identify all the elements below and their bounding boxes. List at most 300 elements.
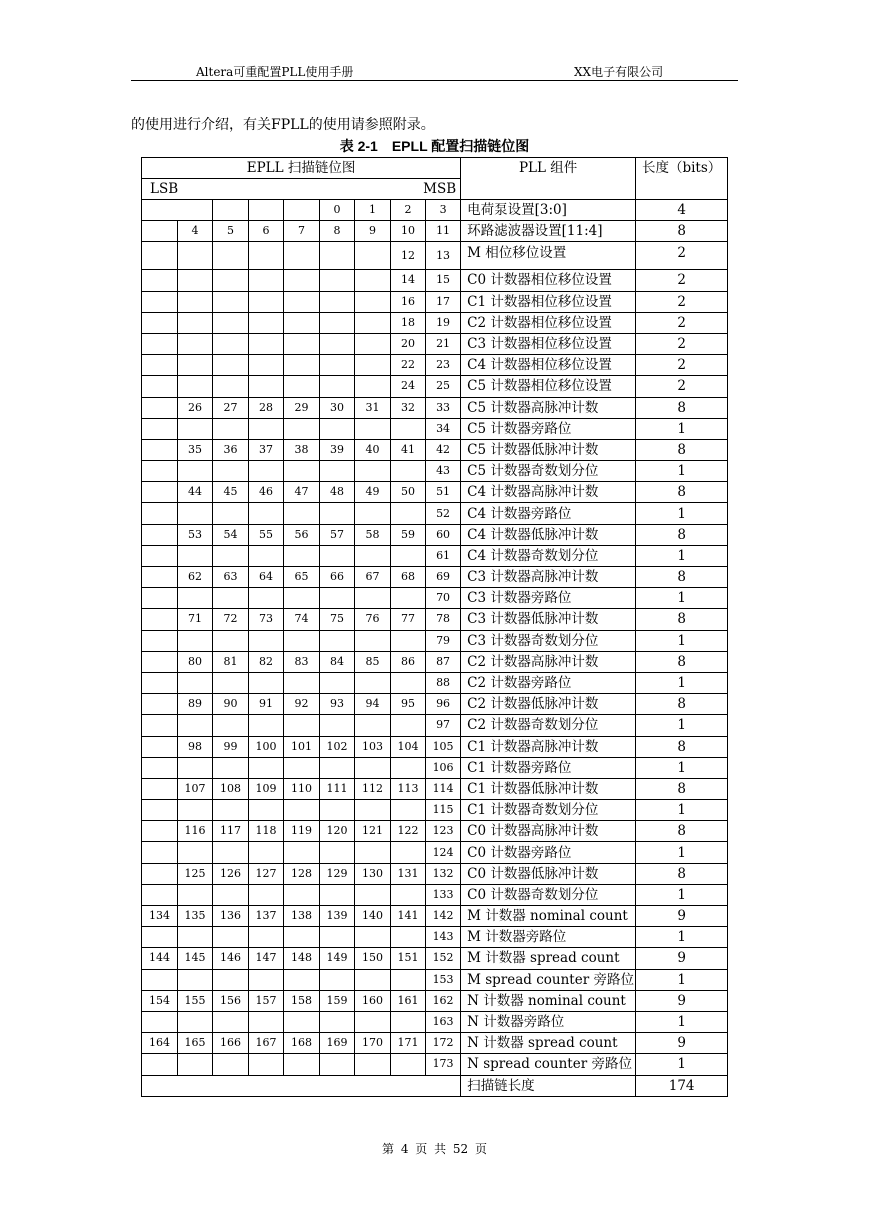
bit-cell bbox=[213, 376, 249, 397]
bit-cell: 30 bbox=[320, 397, 355, 418]
bit-cell: 147 bbox=[249, 948, 284, 969]
bit-cell bbox=[355, 242, 391, 270]
bit-cell: 74 bbox=[284, 609, 320, 630]
component-cell: C2 计数器低脉冲计数 bbox=[461, 694, 636, 715]
bit-cell bbox=[391, 884, 426, 905]
bit-cell bbox=[391, 757, 426, 778]
bit-cell bbox=[213, 291, 249, 312]
bit-cell bbox=[213, 545, 249, 566]
bit-cell bbox=[391, 969, 426, 990]
bit-cell: 19 bbox=[426, 312, 461, 333]
bit-cell bbox=[249, 545, 284, 566]
bit-cell: 86 bbox=[391, 651, 426, 672]
bit-cell: 28 bbox=[249, 397, 284, 418]
bit-cell bbox=[355, 800, 391, 821]
bit-cell bbox=[249, 333, 284, 354]
bit-cell: 53 bbox=[178, 524, 213, 545]
bit-cell bbox=[213, 1011, 249, 1032]
length-cell: 2 bbox=[636, 312, 728, 333]
bit-cell: 141 bbox=[391, 906, 426, 927]
table-row bbox=[142, 1054, 728, 1075]
component-cell: C3 计数器奇数划分位 bbox=[461, 630, 636, 651]
bit-cell bbox=[355, 333, 391, 354]
bit-cell bbox=[249, 672, 284, 693]
component-cell: C2 计数器奇数划分位 bbox=[461, 715, 636, 736]
length-cell: 9 bbox=[636, 990, 728, 1011]
bit-cell: 64 bbox=[249, 567, 284, 588]
bit-cell bbox=[391, 1054, 426, 1075]
table-row bbox=[142, 376, 728, 397]
length-cell: 8 bbox=[636, 736, 728, 757]
bit-cell bbox=[178, 588, 213, 609]
length-cell: 1 bbox=[636, 418, 728, 439]
component-cell: N spread counter 旁路位 bbox=[461, 1054, 636, 1075]
bit-cell bbox=[284, 376, 320, 397]
component-cell: C4 计数器旁路位 bbox=[461, 503, 636, 524]
component-cell: M 计数器旁路位 bbox=[461, 927, 636, 948]
bit-cell bbox=[213, 672, 249, 693]
table-row bbox=[142, 863, 728, 884]
bit-cell: 56 bbox=[284, 524, 320, 545]
bit-cell bbox=[213, 333, 249, 354]
bit-cell bbox=[142, 524, 178, 545]
bit-cell: 41 bbox=[391, 439, 426, 460]
bit-cell: 50 bbox=[391, 482, 426, 503]
bit-cell: 79 bbox=[426, 630, 461, 651]
bit-cell bbox=[213, 242, 249, 270]
bit-cell bbox=[320, 270, 355, 291]
bit-cell bbox=[284, 461, 320, 482]
bit-cell: 109 bbox=[249, 778, 284, 799]
length-cell: 8 bbox=[636, 221, 728, 242]
bit-cell bbox=[391, 588, 426, 609]
bit-cell bbox=[249, 461, 284, 482]
bit-cell: 143 bbox=[426, 927, 461, 948]
component-cell: C3 计数器旁路位 bbox=[461, 588, 636, 609]
bit-cell: 48 bbox=[320, 482, 355, 503]
component-cell: M 计数器 nominal count bbox=[461, 906, 636, 927]
bit-cell: 59 bbox=[391, 524, 426, 545]
bit-cell bbox=[355, 1054, 391, 1075]
bit-cell: 3 bbox=[426, 200, 461, 221]
bit-cell bbox=[213, 757, 249, 778]
bit-cell: 155 bbox=[178, 990, 213, 1011]
bit-cell bbox=[142, 439, 178, 460]
table-row bbox=[142, 821, 728, 842]
component-cell: C5 计数器旁路位 bbox=[461, 418, 636, 439]
bit-cell bbox=[142, 376, 178, 397]
bit-cell bbox=[355, 461, 391, 482]
bit-cell: 91 bbox=[249, 694, 284, 715]
bit-cell bbox=[355, 312, 391, 333]
bit-cell: 29 bbox=[284, 397, 320, 418]
bit-cell: 150 bbox=[355, 948, 391, 969]
bit-cell: 148 bbox=[284, 948, 320, 969]
bit-cell: 130 bbox=[355, 863, 391, 884]
component-cell: C1 计数器相位移位设置 bbox=[461, 291, 636, 312]
bit-cell bbox=[320, 461, 355, 482]
component-cell: C5 计数器高脉冲计数 bbox=[461, 397, 636, 418]
bit-cell: 35 bbox=[178, 439, 213, 460]
bit-cell bbox=[391, 800, 426, 821]
bit-cell: 85 bbox=[355, 651, 391, 672]
bit-cell: 49 bbox=[355, 482, 391, 503]
bit-cell bbox=[320, 1011, 355, 1032]
bit-cell: 65 bbox=[284, 567, 320, 588]
bit-cell bbox=[142, 461, 178, 482]
bit-cell: 158 bbox=[284, 990, 320, 1011]
bit-cell bbox=[142, 694, 178, 715]
bit-cell bbox=[213, 355, 249, 376]
component-cell: C3 计数器低脉冲计数 bbox=[461, 609, 636, 630]
bit-cell bbox=[320, 630, 355, 651]
bit-cell: 164 bbox=[142, 1033, 178, 1054]
bit-cell bbox=[355, 969, 391, 990]
table-row bbox=[142, 736, 728, 757]
bit-cell bbox=[142, 503, 178, 524]
bit-cell: 46 bbox=[249, 482, 284, 503]
bit-cell: 44 bbox=[178, 482, 213, 503]
table-row bbox=[142, 524, 728, 545]
bit-cell: 102 bbox=[320, 736, 355, 757]
bit-cell bbox=[142, 609, 178, 630]
bit-cell: 173 bbox=[426, 1054, 461, 1075]
table-row bbox=[142, 418, 728, 439]
component-cell: C1 计数器奇数划分位 bbox=[461, 800, 636, 821]
bit-cell bbox=[284, 884, 320, 905]
table-header-row bbox=[142, 158, 728, 179]
bit-cell bbox=[249, 800, 284, 821]
bit-cell bbox=[284, 672, 320, 693]
bit-cell: 142 bbox=[426, 906, 461, 927]
bit-cell bbox=[284, 333, 320, 354]
bit-cell bbox=[320, 1054, 355, 1075]
bit-cell bbox=[249, 884, 284, 905]
bit-cell: 104 bbox=[391, 736, 426, 757]
bit-cell bbox=[284, 588, 320, 609]
bit-cell bbox=[142, 1054, 178, 1075]
bit-cell bbox=[213, 503, 249, 524]
bit-cell bbox=[178, 461, 213, 482]
bit-cell bbox=[284, 800, 320, 821]
bit-cell bbox=[142, 651, 178, 672]
bit-cell: 70 bbox=[426, 588, 461, 609]
bit-cell bbox=[249, 270, 284, 291]
header-right: XX电子有限公司 bbox=[574, 65, 664, 79]
length-cell: 2 bbox=[636, 242, 728, 270]
bit-cell: 160 bbox=[355, 990, 391, 1011]
component-cell: N 计数器 nominal count bbox=[461, 990, 636, 1011]
total-component-cell: 扫描链长度 bbox=[461, 1075, 636, 1096]
table-row bbox=[142, 715, 728, 736]
table-row bbox=[142, 609, 728, 630]
bit-cell: 37 bbox=[249, 439, 284, 460]
bit-cell bbox=[355, 418, 391, 439]
bit-cell bbox=[178, 927, 213, 948]
table-row bbox=[142, 969, 728, 990]
bit-cell: 45 bbox=[213, 482, 249, 503]
bit-cell: 1 bbox=[355, 200, 391, 221]
bit-cell: 154 bbox=[142, 990, 178, 1011]
table-row bbox=[142, 482, 728, 503]
component-cell: M 计数器 spread count bbox=[461, 948, 636, 969]
bit-cell: 72 bbox=[213, 609, 249, 630]
bit-cell: 161 bbox=[391, 990, 426, 1011]
bit-cell bbox=[284, 927, 320, 948]
bit-cell: 133 bbox=[426, 884, 461, 905]
length-cell: 2 bbox=[636, 270, 728, 291]
bit-cell bbox=[178, 333, 213, 354]
bit-cell: 153 bbox=[426, 969, 461, 990]
bit-cell: 69 bbox=[426, 567, 461, 588]
bit-cell bbox=[178, 715, 213, 736]
bit-cell: 94 bbox=[355, 694, 391, 715]
bit-cell bbox=[213, 969, 249, 990]
bit-cell bbox=[249, 418, 284, 439]
bit-cell bbox=[213, 842, 249, 863]
bit-cell bbox=[142, 312, 178, 333]
bit-cell: 138 bbox=[284, 906, 320, 927]
component-cell: 环路滤波器设置[11:4] bbox=[461, 221, 636, 242]
bit-cell: 126 bbox=[213, 863, 249, 884]
bit-cell: 149 bbox=[320, 948, 355, 969]
bit-cell: 88 bbox=[426, 672, 461, 693]
bit-cell bbox=[178, 884, 213, 905]
bit-cell: 114 bbox=[426, 778, 461, 799]
bit-cell bbox=[178, 1054, 213, 1075]
bit-cell: 57 bbox=[320, 524, 355, 545]
bit-cell bbox=[249, 291, 284, 312]
bit-cell: 125 bbox=[178, 863, 213, 884]
msb-label: MSB bbox=[423, 181, 457, 197]
component-cell: C4 计数器奇数划分位 bbox=[461, 545, 636, 566]
bit-cell: 128 bbox=[284, 863, 320, 884]
table-row bbox=[142, 567, 728, 588]
bit-cell bbox=[284, 630, 320, 651]
component-cell: C2 计数器旁路位 bbox=[461, 672, 636, 693]
bit-cell: 122 bbox=[391, 821, 426, 842]
component-cell: C4 计数器高脉冲计数 bbox=[461, 482, 636, 503]
bit-cell bbox=[284, 842, 320, 863]
component-cell: 电荷泵设置[3:0] bbox=[461, 200, 636, 221]
bit-cell: 4 bbox=[178, 221, 213, 242]
total-row bbox=[142, 1075, 728, 1096]
bit-cell: 90 bbox=[213, 694, 249, 715]
bit-cell: 62 bbox=[178, 567, 213, 588]
bit-cell bbox=[178, 545, 213, 566]
bit-cell bbox=[355, 672, 391, 693]
bit-cell bbox=[391, 503, 426, 524]
bit-cell bbox=[355, 630, 391, 651]
bit-cell: 113 bbox=[391, 778, 426, 799]
bit-cell bbox=[320, 715, 355, 736]
length-cell: 1 bbox=[636, 969, 728, 990]
component-header: PLL 组件 bbox=[461, 158, 636, 200]
bit-cell bbox=[320, 588, 355, 609]
component-cell: C5 计数器相位移位设置 bbox=[461, 376, 636, 397]
bit-cell: 87 bbox=[426, 651, 461, 672]
component-cell: C0 计数器相位移位设置 bbox=[461, 270, 636, 291]
component-cell: C2 计数器相位移位设置 bbox=[461, 312, 636, 333]
bit-cell bbox=[249, 715, 284, 736]
bit-cell bbox=[284, 1054, 320, 1075]
bit-cell bbox=[249, 376, 284, 397]
bit-cell bbox=[142, 355, 178, 376]
bit-cell bbox=[391, 842, 426, 863]
bit-cell: 115 bbox=[426, 800, 461, 821]
bit-cell: 52 bbox=[426, 503, 461, 524]
bit-cell bbox=[142, 736, 178, 757]
bit-cell: 139 bbox=[320, 906, 355, 927]
length-cell: 4 bbox=[636, 200, 728, 221]
bit-cell: 82 bbox=[249, 651, 284, 672]
bit-cell bbox=[391, 927, 426, 948]
bit-cell: 159 bbox=[320, 990, 355, 1011]
table-row bbox=[142, 778, 728, 799]
bit-cell bbox=[320, 800, 355, 821]
bit-cell bbox=[142, 1011, 178, 1032]
bit-cell bbox=[142, 291, 178, 312]
bit-cell: 110 bbox=[284, 778, 320, 799]
bit-cell bbox=[284, 503, 320, 524]
bit-cell: 12 bbox=[391, 242, 426, 270]
table-row bbox=[142, 312, 728, 333]
bit-cell: 132 bbox=[426, 863, 461, 884]
bit-cell bbox=[284, 757, 320, 778]
component-cell: C0 计数器低脉冲计数 bbox=[461, 863, 636, 884]
bit-cell bbox=[249, 355, 284, 376]
bit-cell: 165 bbox=[178, 1033, 213, 1054]
length-cell: 1 bbox=[636, 1054, 728, 1075]
header-left: Altera可重配置PLL使用手册 bbox=[196, 65, 354, 79]
bit-cell: 98 bbox=[178, 736, 213, 757]
bit-cell bbox=[142, 863, 178, 884]
bit-cell: 101 bbox=[284, 736, 320, 757]
bit-cell: 61 bbox=[426, 545, 461, 566]
length-cell: 9 bbox=[636, 1033, 728, 1054]
bit-cell: 152 bbox=[426, 948, 461, 969]
bit-cell bbox=[142, 672, 178, 693]
bit-cell: 8 bbox=[320, 221, 355, 242]
bit-cell: 97 bbox=[426, 715, 461, 736]
component-cell: C2 计数器高脉冲计数 bbox=[461, 651, 636, 672]
bit-cell bbox=[178, 355, 213, 376]
bit-cell bbox=[284, 270, 320, 291]
bit-cell: 34 bbox=[426, 418, 461, 439]
bit-cell bbox=[320, 503, 355, 524]
bit-cell: 10 bbox=[391, 221, 426, 242]
component-cell: C0 计数器旁路位 bbox=[461, 842, 636, 863]
bit-cell: 36 bbox=[213, 439, 249, 460]
length-cell: 2 bbox=[636, 376, 728, 397]
length-cell: 1 bbox=[636, 842, 728, 863]
length-cell: 1 bbox=[636, 927, 728, 948]
bit-cell bbox=[142, 333, 178, 354]
bit-cell bbox=[320, 376, 355, 397]
table-row bbox=[142, 588, 728, 609]
bit-cell bbox=[284, 715, 320, 736]
bit-cell bbox=[320, 969, 355, 990]
component-cell: C5 计数器低脉冲计数 bbox=[461, 439, 636, 460]
bit-cell: 40 bbox=[355, 439, 391, 460]
component-cell: C1 计数器低脉冲计数 bbox=[461, 778, 636, 799]
component-cell: C0 计数器奇数划分位 bbox=[461, 884, 636, 905]
length-cell: 1 bbox=[636, 715, 728, 736]
bit-cell bbox=[391, 461, 426, 482]
table-row bbox=[142, 906, 728, 927]
bit-cell bbox=[178, 503, 213, 524]
component-cell: C1 计数器旁路位 bbox=[461, 757, 636, 778]
bit-cell bbox=[249, 588, 284, 609]
table-row bbox=[142, 630, 728, 651]
bit-cell bbox=[142, 757, 178, 778]
bit-cell bbox=[142, 418, 178, 439]
bit-cell: 16 bbox=[391, 291, 426, 312]
bit-cell: 134 bbox=[142, 906, 178, 927]
bit-cell bbox=[178, 291, 213, 312]
component-cell: C1 计数器高脉冲计数 bbox=[461, 736, 636, 757]
bit-cell: 120 bbox=[320, 821, 355, 842]
bit-cell: 137 bbox=[249, 906, 284, 927]
bit-cell: 156 bbox=[213, 990, 249, 1011]
table-row bbox=[142, 990, 728, 1011]
bit-cell: 6 bbox=[249, 221, 284, 242]
bit-cell: 21 bbox=[426, 333, 461, 354]
bit-cell bbox=[249, 969, 284, 990]
table-row bbox=[142, 461, 728, 482]
length-cell: 2 bbox=[636, 291, 728, 312]
bit-cell bbox=[249, 757, 284, 778]
bit-cell bbox=[142, 821, 178, 842]
length-cell: 1 bbox=[636, 757, 728, 778]
bit-cell: 47 bbox=[284, 482, 320, 503]
length-header: 长度（bits） bbox=[636, 158, 728, 200]
bit-cell: 7 bbox=[284, 221, 320, 242]
bit-cell: 67 bbox=[355, 567, 391, 588]
bit-cell bbox=[142, 842, 178, 863]
component-cell: C3 计数器相位移位设置 bbox=[461, 333, 636, 354]
bit-cell bbox=[320, 242, 355, 270]
bit-cell: 146 bbox=[213, 948, 249, 969]
bit-cell: 32 bbox=[391, 397, 426, 418]
length-cell: 1 bbox=[636, 630, 728, 651]
table-body bbox=[142, 200, 728, 1097]
bit-cell bbox=[391, 1011, 426, 1032]
bit-cell bbox=[142, 884, 178, 905]
bit-cell bbox=[213, 800, 249, 821]
length-cell: 8 bbox=[636, 609, 728, 630]
bit-cell bbox=[320, 672, 355, 693]
table-row bbox=[142, 242, 728, 270]
bit-cell bbox=[355, 927, 391, 948]
bit-cell bbox=[320, 757, 355, 778]
bit-cell bbox=[142, 588, 178, 609]
bit-cell bbox=[320, 842, 355, 863]
bit-cell bbox=[178, 630, 213, 651]
bit-cell: 119 bbox=[284, 821, 320, 842]
bit-cell: 39 bbox=[320, 439, 355, 460]
length-cell: 8 bbox=[636, 778, 728, 799]
bit-cell: 24 bbox=[391, 376, 426, 397]
bit-cell bbox=[142, 397, 178, 418]
intro-text: 的使用进行介绍，有关FPLL的使用请参照附录。 bbox=[131, 117, 435, 133]
bit-cell bbox=[320, 291, 355, 312]
bit-cell bbox=[178, 757, 213, 778]
bit-cell: 84 bbox=[320, 651, 355, 672]
bit-cell: 51 bbox=[426, 482, 461, 503]
bit-cell bbox=[355, 291, 391, 312]
bit-cell bbox=[213, 461, 249, 482]
